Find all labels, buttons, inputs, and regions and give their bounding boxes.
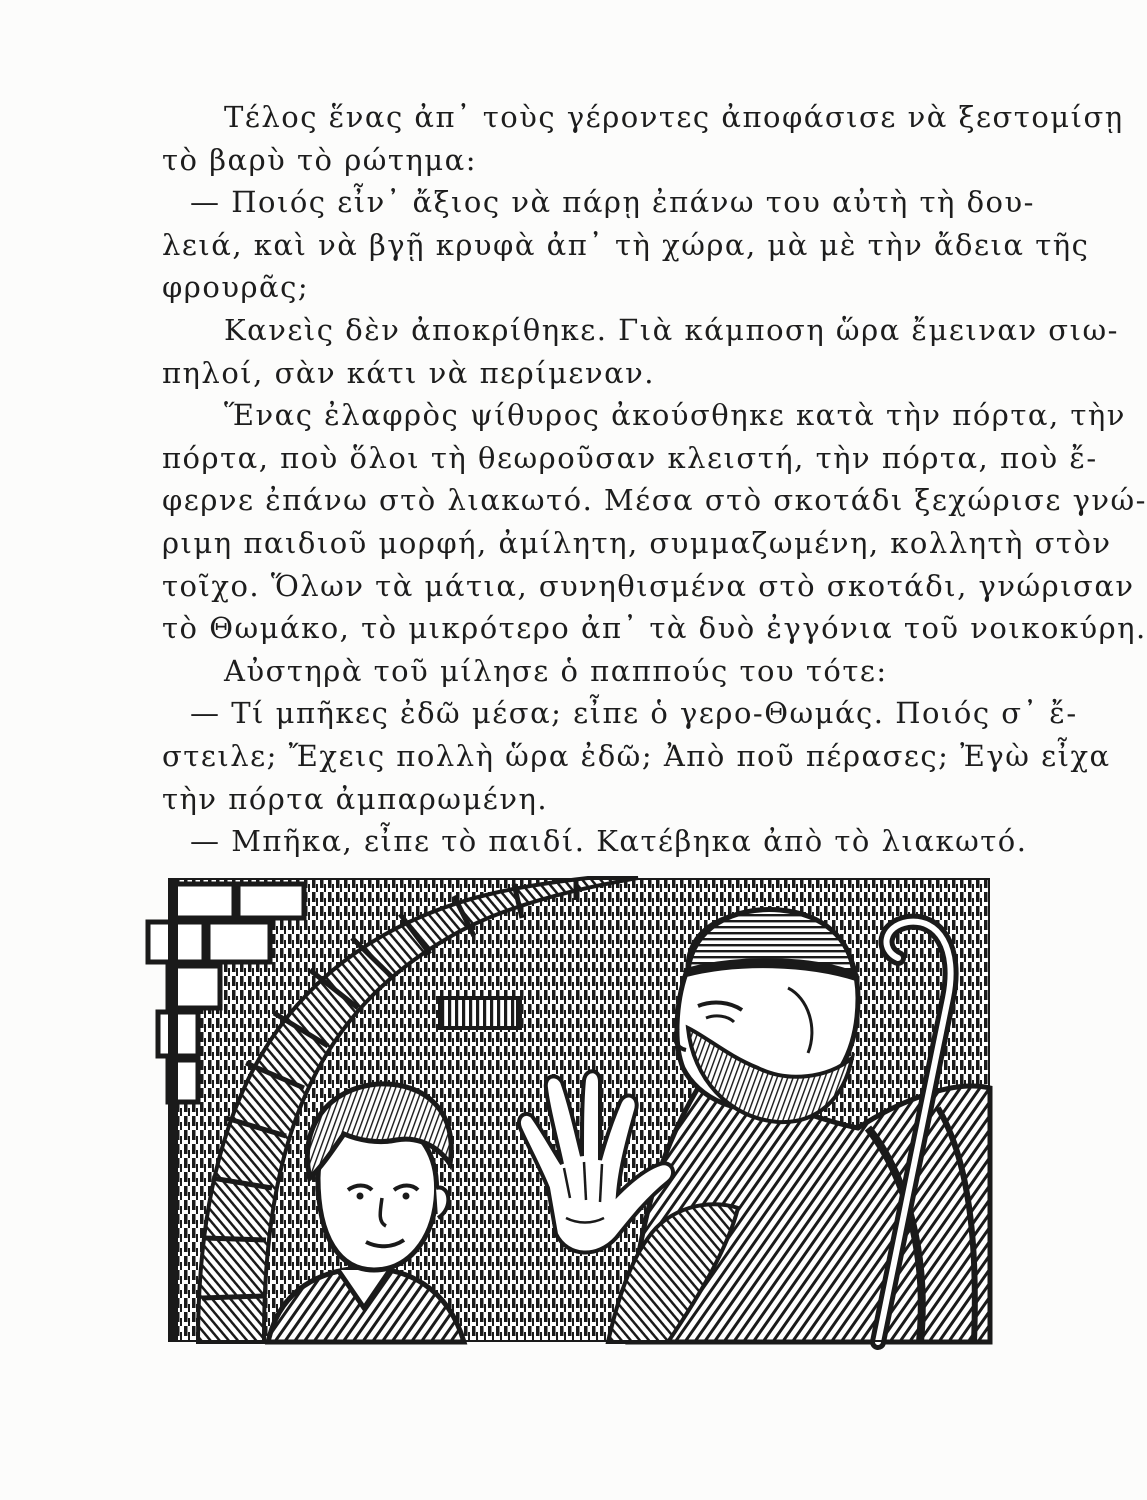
text-line-13: τὸ Θωμάκο, τὸ μικρότερο ἀπ᾿ τὰ δυὸ ἐγγόνια τοῦ νοικοκύρη. [162, 611, 1147, 646]
text-line-2: τὸ βαρὺ τὸ ρώτημα: [162, 142, 478, 177]
text-line-1: Τέλος ἕνας ἀπ᾿ τοὺς γέροντες ἀποφάσισε νὰ ξεστομίσῃ [224, 100, 1124, 134]
text-line-17: τὴν πόρτα ἀμπαρωμένη. [162, 781, 549, 816]
text-line-8: Ἕνας ἐλαφρὸς ψίθυρος ἀκούσθηκε κατὰ τὴν πόρτα, τὴν [224, 398, 1126, 433]
text-line-5: φρουρᾶς; [162, 270, 310, 305]
text-line-18: — Μπῆκα, εἶπε τὸ παιδί. Κατέβηκα ἀπὸ τὸ λιακωτό. [190, 824, 1028, 859]
text-line-6: Κανεὶς δὲν ἀποκρίθηκε. Γιὰ κάμποση ὥρα ἔμειναν σιω- [224, 312, 1119, 347]
text-line-12: τοῖχο. Ὅλων τὰ μάτια, συνηθισμένα στὸ σκοτάδι, γνώρισαν [162, 568, 1135, 603]
text-line-3: — Ποιός εἶν᾿ ἄξιος νὰ πάρῃ ἐπάνω του αὐτὴ τὴ δου- [190, 185, 1035, 220]
text-line-10: φερνε ἐπάνω στὸ λιακωτό. Μέσα στὸ σκοτάδι ξεχώρισε γνώ- [162, 483, 1147, 518]
text-line-16: στειλε; Ἔχεις πολλὴ ὥρα ἐδῶ; Ἀπὸ ποῦ πέρασες; Ἐγὼ εἶχα [162, 738, 1111, 773]
slot-window [438, 996, 522, 1030]
text-line-14: Αὐστηρὰ τοῦ μίλησε ὁ παππούς του τότε: [224, 653, 888, 688]
text-line-7: πηλοί, σὰν κάτι νὰ περίμεναν. [162, 355, 656, 390]
text-line-9: πόρτα, ποὺ ὅλοι τὴ θεωροῦσαν κλειστή, τὴν πόρτα, ποὺ ἔ- [162, 440, 1098, 475]
woodcut-illustration [168, 878, 990, 1342]
text-line-4: λειά, καὶ νὰ βγῇ κρυφὰ ἀπ᾿ τὴ χώρα, μὰ μὲ τὴν ἄδεια τῆς [162, 227, 1090, 262]
text-line-11: ριμη παιδιοῦ μορφή, ἀμίλητη, συμμαζωμένη, κολλητὴ στὸν [162, 525, 1112, 560]
body-text [162, 96, 1147, 863]
text-line-15: — Τί μπῆκες ἐδῶ μέσα; εἶπε ὁ γερο-Θωμάς. Ποιός σ᾿ ἔ- [190, 696, 1078, 731]
